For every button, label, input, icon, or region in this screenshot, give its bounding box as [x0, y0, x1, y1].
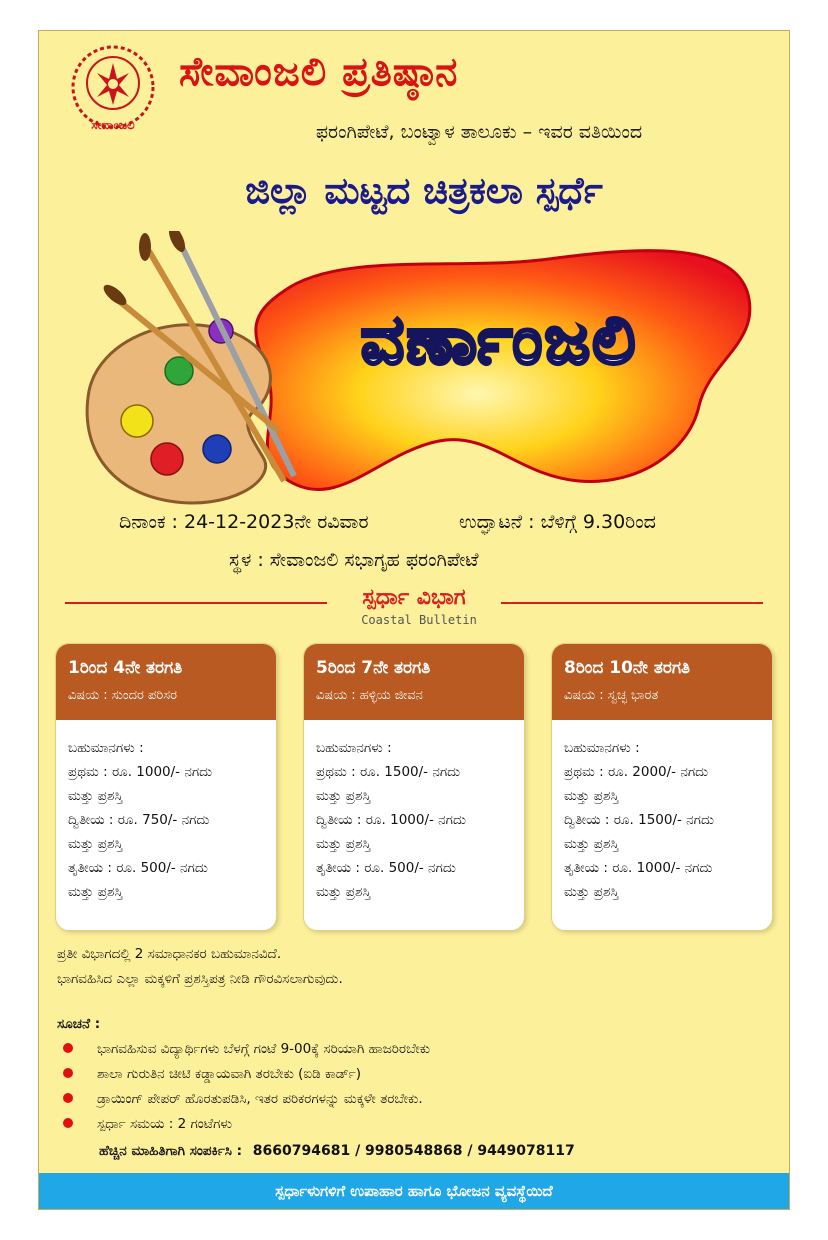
prizes-label: ಬಹುಮಾನಗಳು :	[68, 740, 144, 756]
list-item	[57, 1089, 777, 1114]
instruction-text: ಭಾಗವಹಿಸುವ ವಿದ್ಯಾರ್ಥಿಗಳು ಬೆಳಗ್ಗೆ ಗಂಟೆ 9-00ಕ್ಕೆ ಸರಿಯಾಗಿ ಹಾಜರಿರಬೇಕು	[97, 1041, 431, 1057]
org-name: ಸೇವಾಂಜಲಿ ಪ್ರತಿಷ್ಠಾನ	[179, 49, 459, 95]
instructions-title: ಸೂಚನೆ :	[57, 1016, 101, 1032]
event-date: ದಿನಾಂಕ : 24-12-2023ನೇ ರವಿವಾರ	[119, 511, 369, 533]
list-item	[57, 1064, 777, 1089]
brand-name: ವರ್ಣಾಂಜಲಿ	[360, 301, 638, 380]
contact-numbers: 8660794681 / 9980548868 / 9449078117	[252, 1143, 575, 1159]
card-topic: ವಿಷಯ : ಸುಂದರ ಪರಿಸರ	[68, 688, 177, 703]
card-header	[56, 644, 276, 720]
list-item	[57, 1039, 777, 1064]
watermark: Coastal Bulletin	[361, 613, 477, 627]
second-prize: ದ್ವಿತೀಯ : ರೂ. 1000/- ನಗದು	[316, 812, 466, 828]
category-card	[55, 643, 277, 931]
second-prize-extra: ಮತ್ತು ಪ್ರಶಸ್ತಿ	[564, 836, 619, 852]
bullet-dot-icon	[63, 1093, 73, 1103]
divisions-title: ಸ್ಪರ್ಧಾ ವಿಭಾಗ	[362, 585, 466, 610]
second-prize: ದ್ವಿತೀಯ : ರೂ. 750/- ನಗದು	[68, 812, 210, 828]
prizes-label: ಬಹುಮಾನಗಳು :	[564, 740, 640, 756]
instructions-list	[57, 1039, 777, 1139]
category-card	[551, 643, 773, 931]
card-title: 8ರಿಂದ 10ನೇ ತರಗತಿ	[564, 658, 691, 678]
first-prize-extra: ಮತ್ತು ಪ್ರಶಸ್ತಿ	[316, 788, 371, 804]
certificate-note: ಭಾಗವಹಿಸಿದ ಎಲ್ಲಾ ಮಕ್ಕಳಿಗೆ ಪ್ರಶಸ್ತಿಪತ್ರ ನೀಡಿ ಗೌರವಿಸಲಾಗುವುದು.	[57, 971, 343, 987]
list-item	[57, 1114, 777, 1139]
card-header	[304, 644, 524, 720]
second-prize: ದ್ವಿತೀಯ : ರೂ. 1500/- ನಗದು	[564, 812, 714, 828]
instruction-text: ಶಾಲಾ ಗುರುತಿನ ಚೀಟಿ ಕಡ್ಡಾಯವಾಗಿ ತರಬೇಕು (ಐಡಿ ಕಾರ್ಡ್)	[97, 1066, 362, 1082]
card-body	[56, 720, 276, 904]
card-body	[552, 720, 772, 904]
inauguration-time: ಉದ್ಘಾಟನೆ : ಬೆಳಿಗ್ಗೆ 9.30ರಿಂದ	[459, 511, 656, 533]
event-venue: ಸ್ಥಳ : ಸೇವಾಂಜಲಿ ಸಭಾಗೃಹ ಫರಂಗಿಪೇಟೆ	[229, 549, 479, 571]
card-title: 5ರಿಂದ 7ನೇ ತರಗತಿ	[316, 658, 431, 678]
contact-line	[99, 1143, 575, 1159]
seal-logo-icon	[67, 43, 159, 135]
third-prize-extra: ಮತ್ತು ಪ್ರಶಸ್ತಿ	[316, 884, 371, 900]
bullet-dot-icon	[63, 1043, 73, 1053]
card-topic: ವಿಷಯ : ಹಳ್ಳಿಯ ಜೀವನ	[316, 688, 423, 703]
first-prize: ಪ್ರಥಮ : ರೂ. 1500/- ನಗದು	[316, 764, 461, 780]
consolation-note: ಪ್ರತೀ ವಿಭಾಗದಲ್ಲಿ 2 ಸಮಾಧಾನಕರ ಬಹುಮಾನವಿದೆ.	[57, 946, 282, 962]
first-prize: ಪ್ರಥಮ : ರೂ. 2000/- ನಗದು	[564, 764, 709, 780]
logo-text: ಸೇವಾಂಜಲಿ	[91, 118, 135, 132]
divider-right	[501, 602, 763, 604]
first-prize-extra: ಮತ್ತು ಪ್ರಶಸ್ತಿ	[564, 788, 619, 804]
second-prize-extra: ಮತ್ತು ಪ್ರಶಸ್ತಿ	[68, 836, 123, 852]
card-header	[552, 644, 772, 720]
footer-banner: ಸ್ಪರ್ಧಾಳುಗಳಿಗೆ ಉಪಾಹಾರ ಹಾಗೂ ಭೋಜನ ವ್ಯವಸ್ಥೆಯಿದೆ	[39, 1173, 789, 1209]
card-body	[304, 720, 524, 904]
third-prize: ತೃತೀಯ : ರೂ. 1000/- ನಗದು	[564, 860, 713, 876]
contact-label: ಹೆಚ್ಚಿನ ಮಾಹಿತಿಗಾಗಿ ಸಂಪರ್ಕಿಸಿ :	[99, 1143, 243, 1159]
divider-left	[65, 602, 327, 604]
prizes-label: ಬಹುಮಾನಗಳು :	[316, 740, 392, 756]
third-prize-extra: ಮತ್ತು ಪ್ರಶಸ್ತಿ	[564, 884, 619, 900]
instruction-text: ಡ್ರಾಯಿಂಗ್ ಪೇಪರ್ ಹೊರತುಪಡಿಸಿ, ಇತರ ಪರಿಕರಗಳನ್ನು ಮಕ್ಕಳೇ ತರಬೇಕು.	[97, 1091, 423, 1107]
card-title: 1ರಿಂದ 4ನೇ ತರಗತಿ	[68, 658, 183, 678]
poster	[38, 30, 790, 1210]
org-subtitle: ಫರಂಗಿಪೇಟೆ, ಬಂಟ್ವಾಳ ತಾಲೂಕು – ಇವರ ವತಿಯಿಂದ	[315, 121, 643, 143]
second-prize-extra: ಮತ್ತು ಪ್ರಶಸ್ತಿ	[316, 836, 371, 852]
instruction-text: ಸ್ಪರ್ಧಾ ಸಮಯ : 2 ಗಂಟೆಗಳು	[97, 1116, 233, 1132]
third-prize: ತೃತೀಯ : ರೂ. 500/- ನಗದು	[316, 860, 456, 876]
first-prize: ಪ್ರಥಮ : ರೂ. 1000/- ನಗದು	[68, 764, 213, 780]
third-prize: ತೃತೀಯ : ರೂ. 500/- ನಗದು	[68, 860, 208, 876]
bullet-dot-icon	[63, 1068, 73, 1078]
first-prize-extra: ಮತ್ತು ಪ್ರಶಸ್ತಿ	[68, 788, 123, 804]
category-card	[303, 643, 525, 931]
bullet-dot-icon	[63, 1118, 73, 1128]
third-prize-extra: ಮತ್ತು ಪ್ರಶಸ್ತಿ	[68, 884, 123, 900]
card-topic: ವಿಷಯ : ಸ್ವಚ್ಛ ಭಾರತ	[564, 688, 659, 703]
event-title: ಜಿಲ್ಲಾ ಮಟ್ಟದ ಚಿತ್ರಕಲಾ ಸ್ಪರ್ಧೆ	[245, 169, 603, 212]
